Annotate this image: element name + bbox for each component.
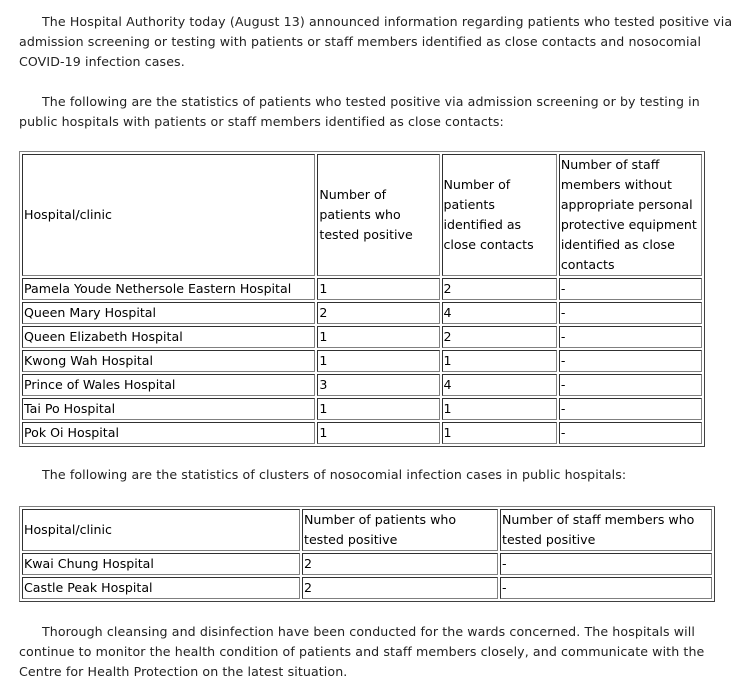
header-hospital: Hospital/clinic — [22, 509, 300, 551]
cell-positive: 1 — [317, 422, 439, 444]
cell-positive: 1 — [317, 398, 439, 420]
cell-staff-contacts: - — [559, 398, 702, 420]
header-hospital: Hospital/clinic — [22, 154, 315, 276]
cell-staff-positive: - — [500, 553, 712, 575]
cell-hospital: Queen Elizabeth Hospital — [22, 326, 315, 348]
cell-hospital: Kwai Chung Hospital — [22, 553, 300, 575]
cell-positive: 2 — [317, 302, 439, 324]
nosocomial-clusters-table — [19, 506, 715, 602]
cell-positive: 1 — [317, 326, 439, 348]
cell-staff-contacts: - — [559, 350, 702, 372]
cell-staff-contacts: - — [559, 326, 702, 348]
intro-paragraph: The Hospital Authority today (August 13) announced information regarding patients who tested positive via admission screening or testing with patients or staff members identified as close contacts and nosocomial COVID-19 infection cases. — [19, 14, 733, 69]
table-row — [22, 553, 712, 575]
cell-patient-contacts: 1 — [442, 398, 557, 420]
table-row — [22, 326, 702, 348]
table2-intro-paragraph: The following are the statistics of clusters of nosocomial infection cases in public hospitals: — [42, 467, 627, 482]
table-row — [22, 278, 702, 300]
cell-hospital: Kwong Wah Hospital — [22, 350, 315, 372]
cell-patient-contacts: 4 — [442, 302, 557, 324]
cell-staff-contacts: - — [559, 278, 702, 300]
closing-paragraph: Thorough cleansing and disinfection have been conducted for the wards concerned. The hospitals will continue to monitor the health condition of patients and staff members closely, and communicate with the Centre for Health Protection on the latest situation. — [19, 624, 705, 679]
cell-hospital: Pamela Youde Nethersole Eastern Hospital — [22, 278, 315, 300]
cell-patient-contacts: 1 — [442, 350, 557, 372]
table-header-row — [22, 509, 712, 551]
close-contacts-table — [19, 151, 705, 447]
cell-hospital: Castle Peak Hospital — [22, 577, 300, 599]
table-header-row — [22, 154, 702, 276]
cell-patients-positive: 2 — [302, 553, 498, 575]
cell-positive: 1 — [317, 278, 439, 300]
table-row — [22, 350, 702, 372]
header-patients-positive: Number of patients who tested positive — [302, 509, 498, 551]
cell-staff-positive: - — [500, 577, 712, 599]
cell-patient-contacts: 4 — [442, 374, 557, 396]
header-staff-positive: Number of staff members who tested positive — [500, 509, 712, 551]
cell-hospital: Pok Oi Hospital — [22, 422, 315, 444]
table-row — [22, 398, 702, 420]
cell-staff-contacts: - — [559, 374, 702, 396]
table-row — [22, 577, 712, 599]
cell-patient-contacts: 2 — [442, 326, 557, 348]
cell-staff-contacts: - — [559, 422, 702, 444]
table-row — [22, 422, 702, 444]
header-patient-contacts: Number of patients identified as close contacts — [442, 154, 557, 276]
table-row — [22, 374, 702, 396]
cell-positive: 1 — [317, 350, 439, 372]
cell-patients-positive: 2 — [302, 577, 498, 599]
cell-hospital: Queen Mary Hospital — [22, 302, 315, 324]
cell-staff-contacts: - — [559, 302, 702, 324]
cell-hospital: Tai Po Hospital — [22, 398, 315, 420]
cell-patient-contacts: 2 — [442, 278, 557, 300]
table-row — [22, 302, 702, 324]
cell-patient-contacts: 1 — [442, 422, 557, 444]
header-staff-contacts: Number of staff members without appropriate personal protective equipment identified as close contacts — [559, 154, 702, 276]
cell-hospital: Prince of Wales Hospital — [22, 374, 315, 396]
table1-intro-paragraph: The following are the statistics of patients who tested positive via admission screening or by testing in public hospitals with patients or staff members identified as close contacts: — [19, 94, 700, 129]
header-patients-positive: Number of patients who tested positive — [317, 154, 439, 276]
cell-positive: 3 — [317, 374, 439, 396]
